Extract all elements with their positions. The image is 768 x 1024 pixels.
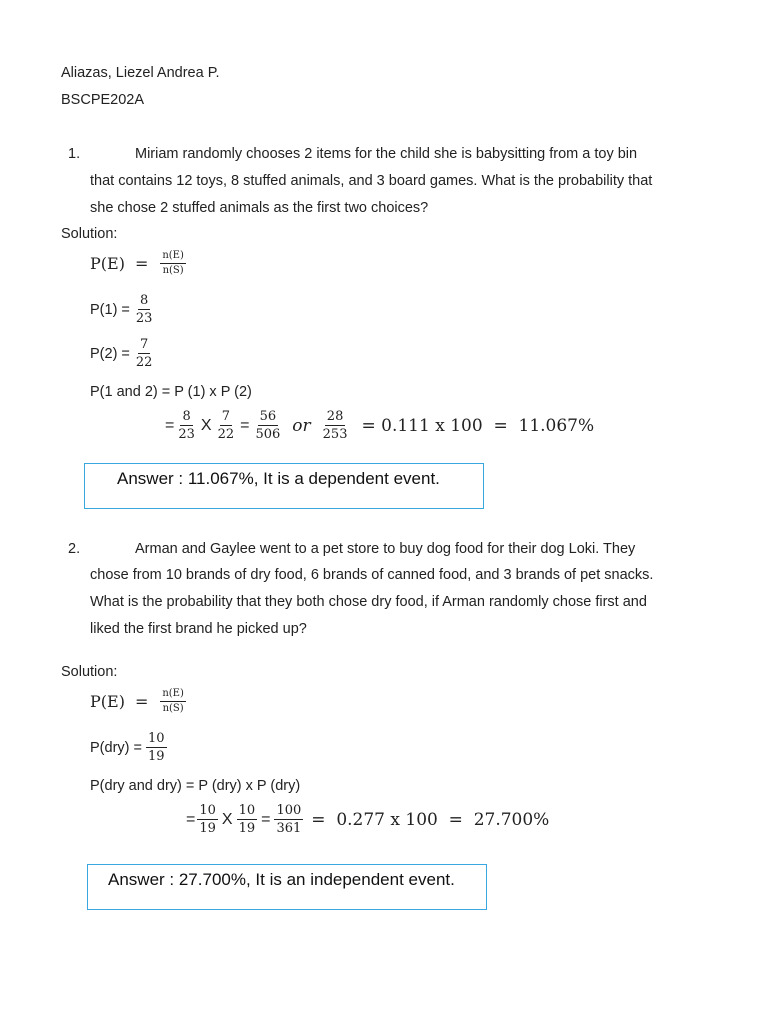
student-section: BSCPE202A [61,92,145,108]
equals-sign: = [134,692,149,711]
q2-answer: Answer : 27.700%, It is an independent event. [108,870,455,889]
calc-fraction-3: $\frac{56}{506}$ [255,409,281,442]
or-word: or [292,415,311,436]
calc-fraction-1: $\frac{8}{23}$ [178,409,195,442]
q1-calculation [165,410,594,441]
q1-text-line2: that contains 12 toys, 8 stuffed animals, and 3 board games. What is the probability that [90,173,653,189]
calc-fraction-2: $\frac{10}{19}$ [238,803,256,836]
q2-text-line3: What is the probability that they both chose dry food, if Arman randomly chose first and [90,594,647,610]
calc-equals-2: = [240,416,250,434]
q1-p2 [90,338,156,369]
student-name: Aliazas, Liezel Andrea P. [61,65,220,81]
pe-label: P(E) [90,254,125,273]
q1-answer-box [84,463,484,509]
q2-joint-probability: P(dry and dry) = P (dry) x P (dry) [90,778,301,794]
calc-fraction-4: $\frac{28}{253}$ [322,409,348,442]
q2-text-line2: chose from 10 brands of dry food, 6 brands of canned food, and 3 brands of pet snacks. [90,567,654,583]
q2-pdry [90,732,169,763]
p2-label: P(2) = [90,345,130,362]
q2-answer-box [87,864,487,910]
q1-joint-probability: P(1 and 2) = P (1) x P (2) [90,384,252,400]
q1-solution-label: Solution: [61,226,118,242]
calc-equals: = [186,810,196,828]
ne-over-ns-fraction: $\frac{n(E)}{n(S)}$ [162,250,184,276]
calc-equals: = [165,416,175,434]
q1-p1 [90,294,156,325]
q2-solution-label: Solution: [61,664,118,680]
times-sign: X [221,810,233,828]
p1-label: P(1) = [90,301,130,318]
pdry-fraction: $\frac{10}{19}$ [147,731,165,764]
calc-result: = 0.111 x 100 = 11.067% [361,415,595,436]
q1-answer: Answer : 11.067%, It is a dependent event. [117,469,440,488]
q1-text-line1: Miriam randomly chooses 2 items for the child she is babysitting from a toy bin [135,146,638,162]
q1-text-line3: she chose 2 stuffed animals as the first two choices? [90,200,429,216]
q1-probability-formula [90,251,188,276]
ne-over-ns-fraction: $\frac{n(E)}{n(S)}$ [162,688,184,714]
pe-label: P(E) [90,692,125,711]
calc-equals-2: = [261,810,271,828]
calc-fraction-3: $\frac{100}{361}$ [276,803,302,836]
q2-probability-formula [90,689,188,714]
p1-fraction: $\frac{8}{23}$ [135,293,153,326]
equals-sign: = [134,254,149,273]
q1-number: 1. [68,146,81,162]
pdry-label: P(dry) = [90,739,142,756]
q2-text-line1: Arman and Gaylee went to a pet store to buy dog food for their dog Loki. They [135,541,636,557]
p2-fraction: $\frac{7}{22}$ [135,337,153,370]
calc-fraction-2: $\frac{7}{22}$ [217,409,235,442]
q2-calculation [186,804,549,835]
calc-result: = 0.277 x 100 = 27.700% [311,809,550,830]
times-sign: X [200,416,212,434]
calc-fraction-1: $\frac{10}{19}$ [199,803,216,836]
q2-text-line4: liked the first brand he picked up? [90,621,307,637]
q2-number: 2. [68,541,81,557]
